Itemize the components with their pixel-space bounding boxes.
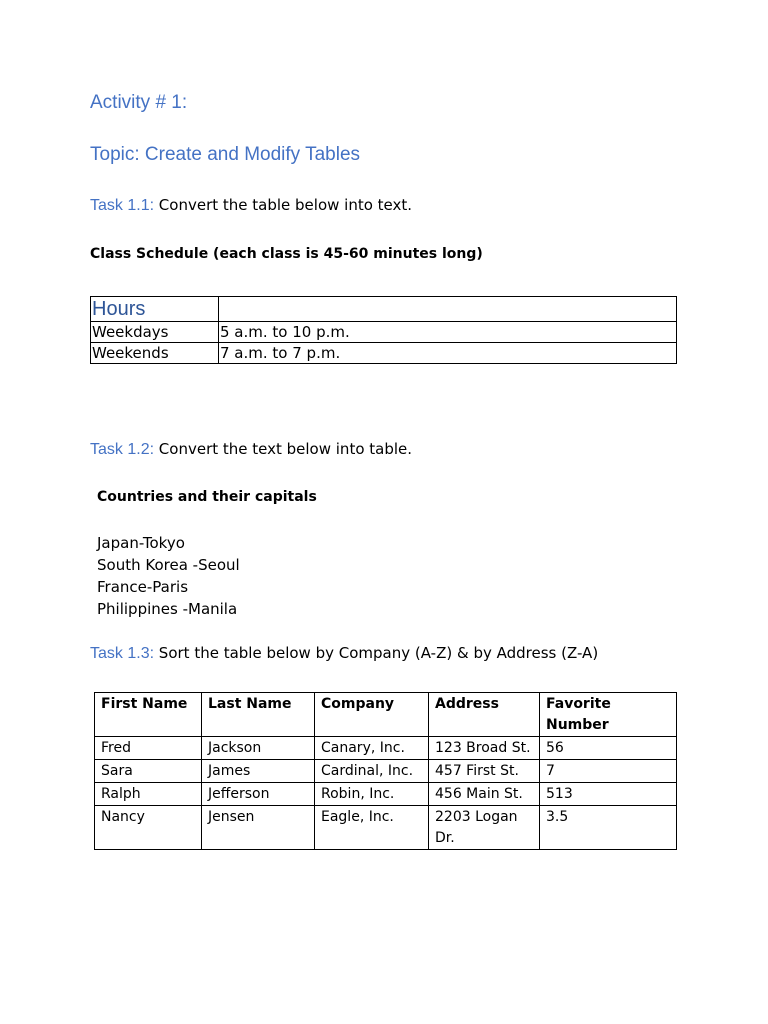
schedule-cell: 7 a.m. to 7 p.m. [219, 343, 677, 364]
country-item: Philippines -Manila [97, 600, 238, 618]
table-cell: Nancy [95, 806, 202, 850]
table-cell: 56 [540, 737, 677, 760]
schedule-table [90, 296, 677, 364]
header-last-name: Last Name [202, 693, 315, 737]
country-item: South Korea -Seoul [97, 556, 240, 574]
table-cell: 3.5 [540, 806, 677, 850]
task-1-3-label: Task 1.3: [90, 645, 155, 662]
table-cell: Sara [95, 760, 202, 783]
schedule-header-cell [219, 297, 677, 322]
schedule-cell: Weekends [91, 343, 219, 364]
table-cell: 2203 Logan Dr. [429, 806, 540, 850]
task-1-2-label: Task 1.2: [90, 441, 155, 458]
table-cell: James [202, 760, 315, 783]
task-1-1 [90, 196, 412, 215]
topic-title: Topic: Create and Modify Tables [90, 144, 361, 165]
schedule-cell: Weekdays [91, 322, 219, 343]
country-item: Japan-Tokyo [97, 534, 185, 552]
table-cell: Ralph [95, 783, 202, 806]
task-1-2 [90, 440, 412, 459]
activity-title: Activity # 1: [90, 92, 188, 113]
header-first-name: First Name [95, 693, 202, 737]
schedule-caption: Class Schedule (each class is 45-60 minutes long) [90, 246, 483, 262]
schedule-row [91, 322, 677, 343]
table-row [95, 737, 677, 760]
schedule-header-row [91, 297, 677, 322]
table-cell: 7 [540, 760, 677, 783]
schedule-row [91, 343, 677, 364]
table-cell: Jefferson [202, 783, 315, 806]
task-1-3-text: Sort the table below by Company (A-Z) & by Address (Z-A) [154, 644, 599, 662]
country-item: France-Paris [97, 578, 189, 596]
people-header-row [95, 693, 677, 737]
schedule-cell: 5 a.m. to 10 p.m. [219, 322, 677, 343]
schedule-header-cell [91, 297, 219, 322]
header-address: Address [429, 693, 540, 737]
table-cell: 456 Main St. [429, 783, 540, 806]
task-1-3 [90, 644, 598, 663]
table-cell: Fred [95, 737, 202, 760]
table-cell: Robin, Inc. [315, 783, 429, 806]
task-1-1-label: Task 1.1: [90, 197, 155, 214]
header-company: Company [315, 693, 429, 737]
table-cell: Canary, Inc. [315, 737, 429, 760]
table-cell: Jensen [202, 806, 315, 850]
hours-heading: Hours [92, 298, 146, 320]
table-cell: 457 First St. [429, 760, 540, 783]
task-1-1-text: Convert the table below into text. [154, 196, 413, 214]
table-row [95, 760, 677, 783]
table-cell: Cardinal, Inc. [315, 760, 429, 783]
task-1-2-text: Convert the text below into table. [154, 440, 413, 458]
table-cell: 513 [540, 783, 677, 806]
table-row [95, 783, 677, 806]
table-cell: 123 Broad St. [429, 737, 540, 760]
table-cell: Jackson [202, 737, 315, 760]
countries-caption: Countries and their capitals [97, 489, 317, 505]
header-favorite-number: Favorite Number [540, 693, 677, 737]
table-cell: Eagle, Inc. [315, 806, 429, 850]
table-row [95, 806, 677, 850]
people-table [94, 692, 677, 850]
